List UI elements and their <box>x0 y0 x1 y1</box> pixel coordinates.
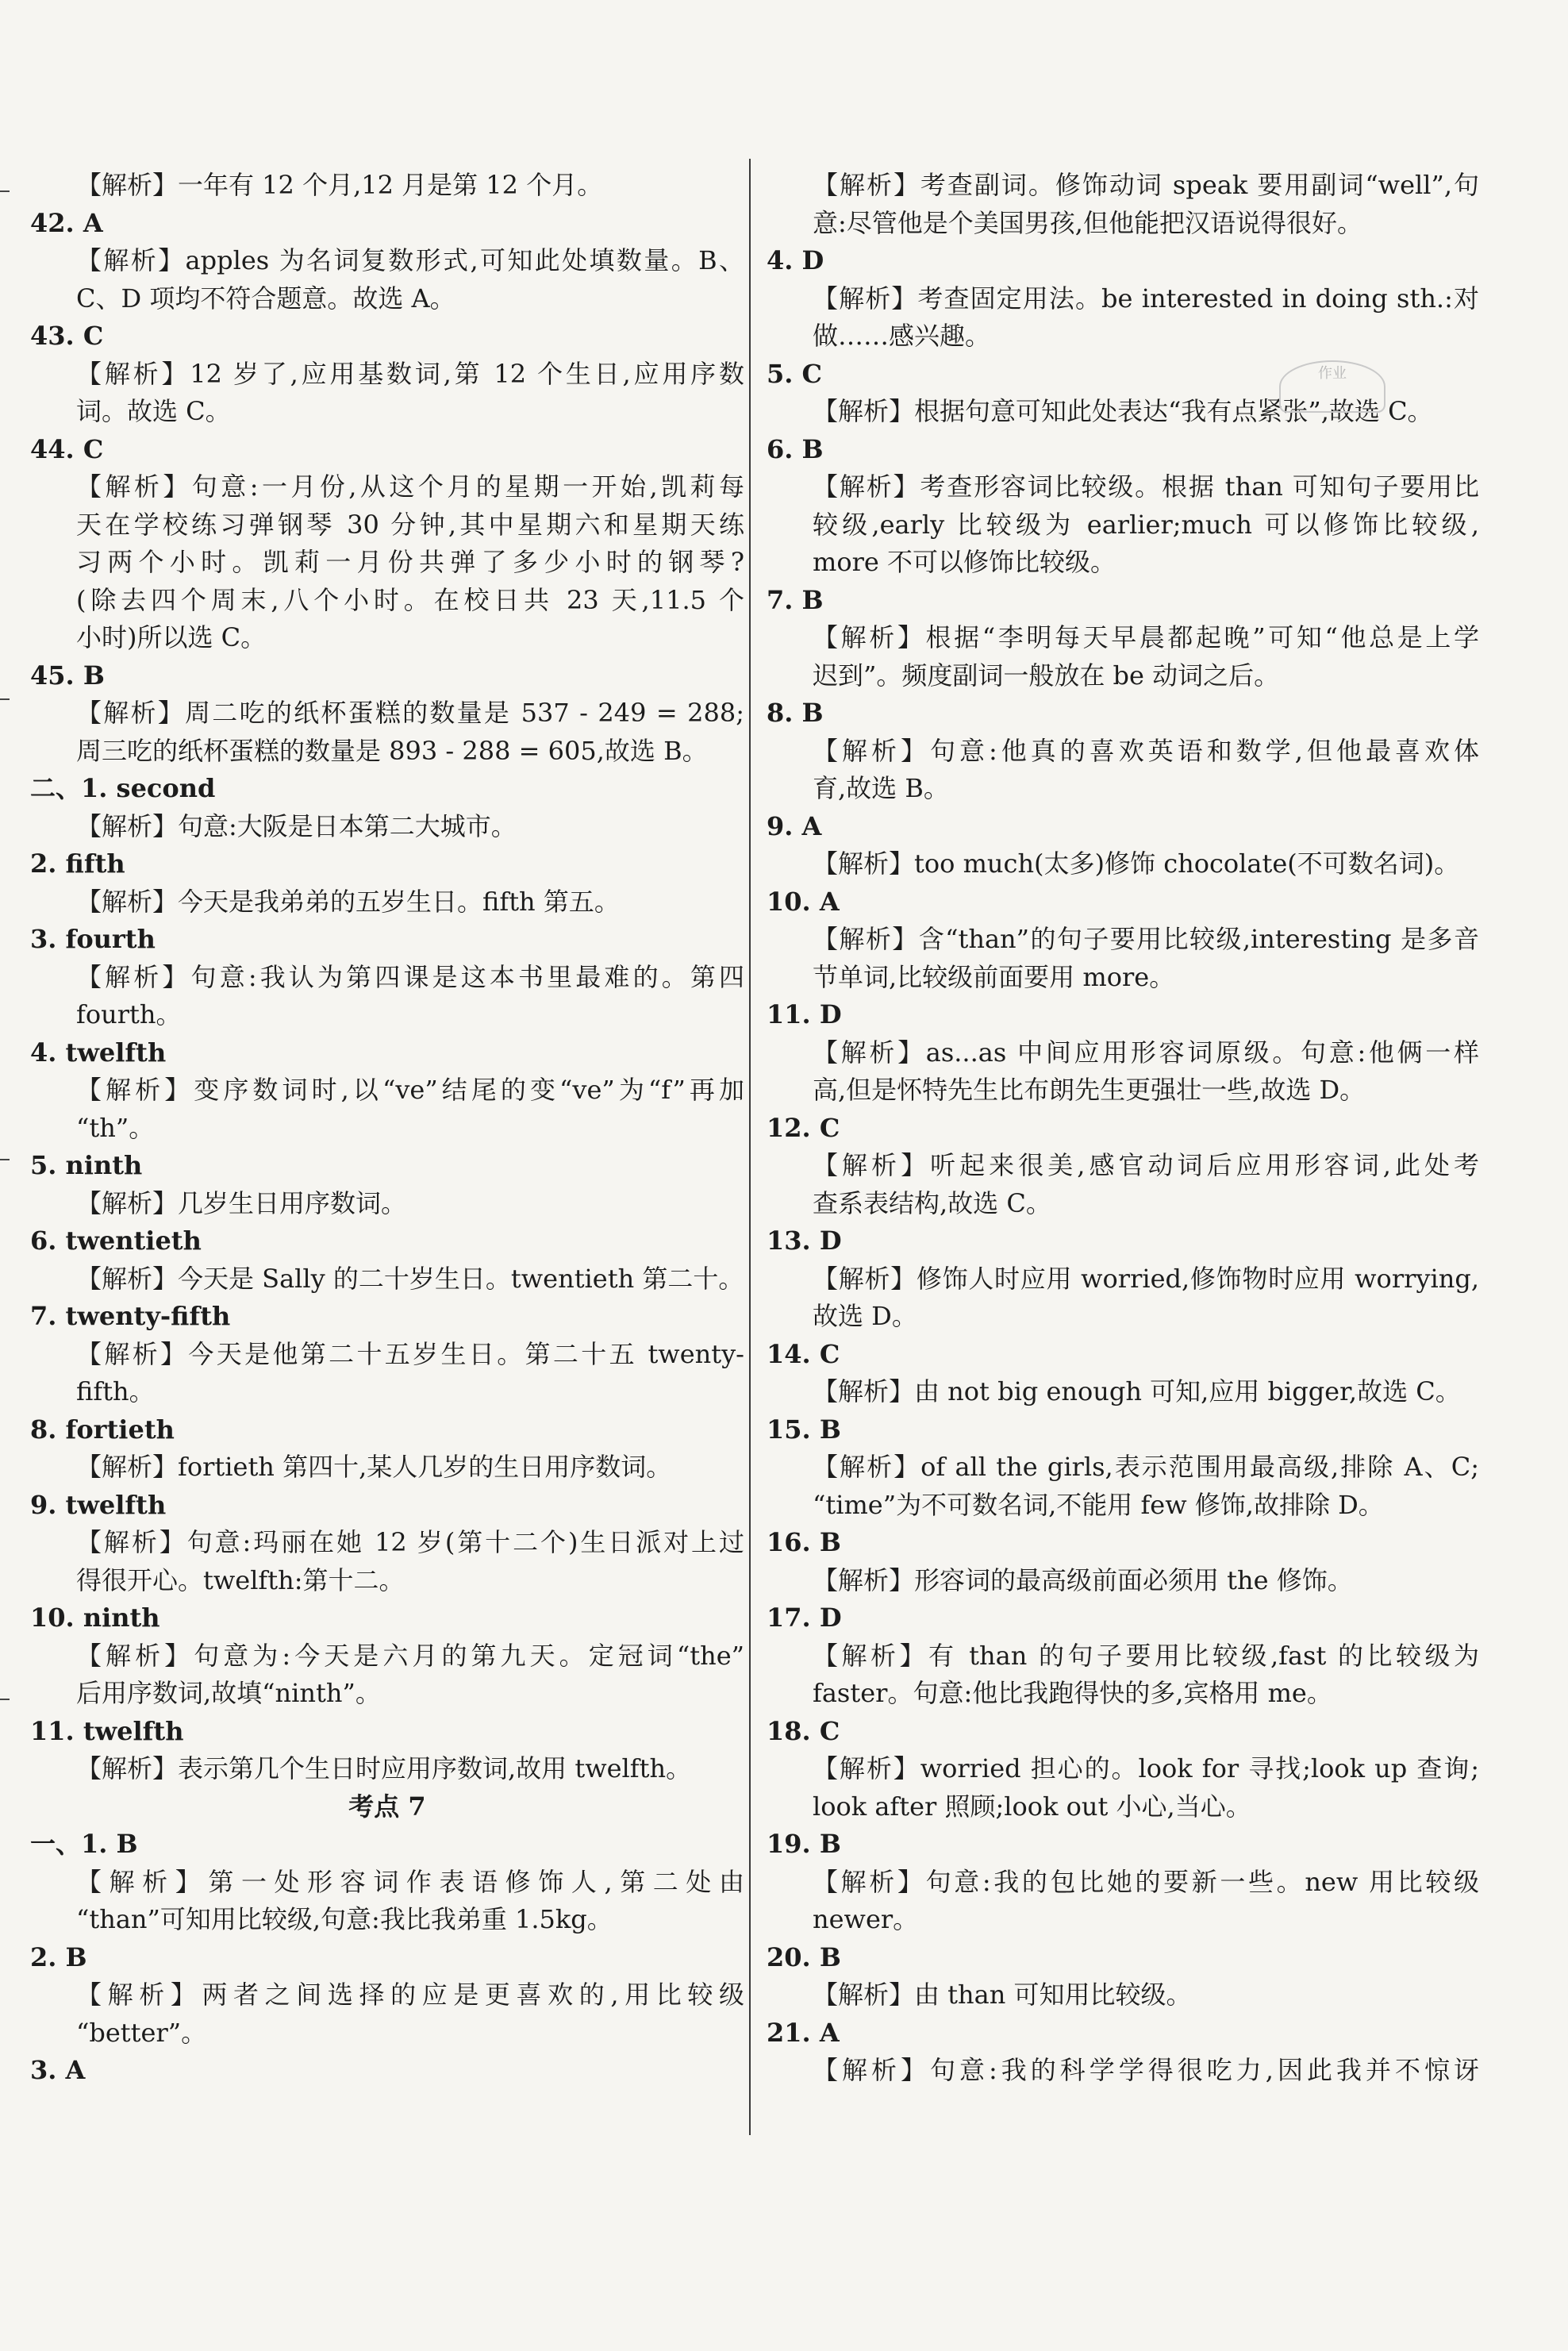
answer-number: 17. D <box>767 1603 842 1633</box>
explanation-line: C、D 项均不符合题意。故选 A。 <box>76 283 455 314</box>
explanation-line: 【解析】句意:他真的喜欢英语和数学,但他最喜欢体 <box>813 735 1479 766</box>
explanation-line: 【解析】今天是他第二十五岁生日。第二十五 twenty- <box>76 1338 744 1369</box>
explanation-line: 【解析】第一处形容词作表语修饰人,第二处由 <box>76 1866 744 1897</box>
explanation-line: look after 照顾;look out 小心,当心。 <box>813 1791 1251 1822</box>
explanation-line: 【解析】今天是我弟弟的五岁生日。fifth 第五。 <box>76 886 620 917</box>
explanation-line: 故选 D。 <box>813 1301 917 1331</box>
answer-number: 8. B <box>767 698 824 728</box>
explanation-line: 【解析】句意:我认为第四课是这本书里最难的。第四 <box>76 961 744 992</box>
explanation-line: “better”。 <box>76 2017 207 2048</box>
explanation-line: 【解析】句意为:今天是六月的第九天。定冠词“the” <box>76 1640 744 1671</box>
explanation-line: 【解析】由 than 可知用比较级。 <box>813 1980 1192 2010</box>
explanation-line: newer。 <box>813 1904 919 1934</box>
answer-number: 42. A <box>30 207 103 238</box>
explanation-line: 【解析】of all the girls,表示范围用最高级,排除 A、C; <box>813 1452 1479 1482</box>
explanation-line: 【解析】今天是 Sally 的二十岁生日。twentieth 第二十。 <box>76 1263 744 1294</box>
answer-number: 12. C <box>767 1112 840 1143</box>
answer-number: 9. A <box>767 810 822 841</box>
edge-mark <box>0 190 10 192</box>
explanation-line: 【解析】句意:我的包比她的要新一些。new 用比较级 <box>813 1866 1479 1897</box>
explanation-line: 【解析】too much(太多)修饰 chocolate(不可数名词)。 <box>813 848 1460 879</box>
answer-number: 8. fortieth <box>30 1414 175 1445</box>
explanation-line: 【解析】根据“李明每天早晨都起晚”可知“他总是上学 <box>813 622 1479 652</box>
answer-number: 43. C <box>30 321 104 351</box>
answer-number: 9. twelfth <box>30 1489 167 1520</box>
explanation-line: 做……感兴趣。 <box>813 321 991 351</box>
edge-mark <box>0 1699 10 1700</box>
answer-number: 44. C <box>30 433 104 464</box>
explanation-line: 【解析】周二吃的纸杯蛋糕的数量是 537 - 249 = 288; <box>76 698 744 728</box>
answer-number: 45. B <box>30 660 105 691</box>
answer-number: 5. ninth <box>30 1150 143 1180</box>
explanation-line: fifth。 <box>76 1376 155 1406</box>
section-start: 二、1. second <box>30 773 216 803</box>
answer-number: 10. ninth <box>30 1603 160 1633</box>
section-heading: 考点 7 <box>348 1791 426 1822</box>
answer-number: 6. twentieth <box>30 1226 202 1256</box>
explanation-line: 较级,early 比较级为 earlier;much 可以修饰比较级, <box>813 509 1479 540</box>
homework-stamp: 作业 <box>1279 360 1385 413</box>
explanation-line: “time”为不可数名词,不能用 few 修饰,故排除 D。 <box>813 1489 1384 1520</box>
explanation-line: 【解析】有 than 的句子要用比较级,fast 的比较级为 <box>813 1640 1479 1671</box>
explanation-line: 【解析】句意:我的科学学得很吃力,因此我并不惊讶 <box>813 2055 1479 2085</box>
answer-number: 6. B <box>767 433 824 464</box>
explanation-line: 【解析】根据句意可知此处表达“我有点紧张”,故选 C。 <box>813 396 1433 426</box>
explanation-line: 【解析】表示第几个生日时应用序数词,故用 twelfth。 <box>76 1753 692 1783</box>
explanation-line: 【解析】修饰人时应用 worried,修饰物时应用 worrying, <box>813 1263 1479 1294</box>
explanation-line: 【解析】含“than”的句子要用比较级,interesting 是多音 <box>813 924 1479 954</box>
explanation-line: “th”。 <box>76 1112 155 1143</box>
answer-number: 2. fifth <box>30 848 125 879</box>
explanation-line: 后用序数词,故填“ninth”。 <box>76 1678 381 1708</box>
explanation-line: 【解析】句意:玛丽在她 12 岁(第十二个)生日派对上过 <box>76 1527 744 1557</box>
answer-number: 21. A <box>767 2017 840 2048</box>
answer-number: 15. B <box>767 1414 841 1445</box>
answer-number: 7. B <box>767 584 824 615</box>
answer-number: 11. D <box>767 999 842 1029</box>
explanation-line: 天在学校练习弹钢琴 30 分钟,其中星期六和星期天练 <box>76 509 744 540</box>
answer-number: 10. A <box>767 886 840 917</box>
left-column <box>30 167 744 2090</box>
explanation-line: 【解析】几岁生日用序数词。 <box>76 1187 407 1218</box>
answer-number: 3. A <box>30 2055 86 2085</box>
answer-number: 5. C <box>767 358 823 389</box>
answer-number: 13. D <box>767 1226 842 1256</box>
explanation-line: 【解析】考查副词。修饰动词 speak 要用副词“well”,句 <box>813 170 1479 200</box>
explanation-line: faster。句意:他比我跑得快的多,宾格用 me。 <box>813 1678 1332 1708</box>
explanation-line: 【解析】as...as 中间应用形容词原级。句意:他俩一样 <box>813 1037 1479 1068</box>
explanation-line: fourth。 <box>76 999 182 1029</box>
answer-number: 20. B <box>767 1941 841 1972</box>
answer-number: 18. C <box>767 1715 840 1746</box>
explanation-line: 【解析】worried 担心的。look for 寻找;look up 查询; <box>813 1753 1479 1783</box>
explanation-line: 节单词,比较级前面要用 more。 <box>813 961 1175 992</box>
explanation-line: 【解析】一年有 12 个月,12 月是第 12 个月。 <box>76 170 603 200</box>
explanation-line: 得很开心。twelfth:第十二。 <box>76 1564 405 1595</box>
explanation-line: 【解析】句意:大阪是日本第二大城市。 <box>76 810 517 841</box>
answer-number: 2. B <box>30 1941 87 1972</box>
explanation-line: “than”可知用比较级,句意:我比我弟重 1.5kg。 <box>76 1904 613 1934</box>
explanation-line: 高,但是怀特先生比布朗先生更强壮一些,故选 D。 <box>813 1075 1366 1105</box>
column-divider <box>749 159 751 2135</box>
explanation-line: 【解析】句意:一月份,从这个月的星期一开始,凯莉每 <box>76 471 744 502</box>
explanation-line: 【解析】形容词的最高级前面必须用 the 修饰。 <box>813 1564 1353 1595</box>
explanation-line: 周三吃的纸杯蛋糕的数量是 893 - 288 = 605,故选 B。 <box>76 735 708 766</box>
answer-number: 7. twenty-fifth <box>30 1301 231 1331</box>
explanation-line: 【解析】apples 为名词复数形式,可知此处填数量。B、 <box>76 245 744 275</box>
explanation-line: 【解析】听起来很美,感官动词后应用形容词,此处考 <box>813 1150 1479 1180</box>
explanation-line: 词。故选 C。 <box>76 396 231 426</box>
explanation-line: 育,故选 B。 <box>813 773 949 803</box>
answer-number: 16. B <box>767 1527 841 1557</box>
section-start: 一、1. B <box>30 1829 138 1859</box>
answer-number: 3. fourth <box>30 924 156 954</box>
right-column <box>767 167 1479 2090</box>
explanation-line: 查系表结构,故选 C。 <box>813 1187 1051 1218</box>
explanation-line: 【解析】fortieth 第四十,某人几岁的生日用序数词。 <box>76 1452 672 1482</box>
explanation-line: (除去四个周末,八个小时。在校日共 23 天,11.5 个 <box>76 584 744 615</box>
answer-number: 4. twelfth <box>30 1037 167 1068</box>
explanation-line: 迟到”。频度副词一般放在 be 动词之后。 <box>813 660 1280 691</box>
answer-number: 4. D <box>767 245 824 275</box>
answer-number: 19. B <box>767 1829 841 1859</box>
explanation-line: 小时)所以选 C。 <box>76 622 267 652</box>
explanation-line: 习两个小时。凯莉一月份共弹了多少小时的钢琴? <box>76 547 744 577</box>
explanation-line: 【解析】由 not big enough 可知,应用 bigger,故选 C。 <box>813 1376 1461 1406</box>
explanation-line: 【解析】两者之间选择的应是更喜欢的,用比较级 <box>76 1980 744 2010</box>
edge-mark <box>0 1159 10 1160</box>
explanation-line: more 不可以修饰比较级。 <box>813 547 1116 577</box>
explanation-line: 意:尽管他是个美国男孩,但他能把汉语说得很好。 <box>813 207 1362 238</box>
answer-number: 14. C <box>767 1338 840 1369</box>
explanation-line: 【解析】考查固定用法。be interested in doing sth.:对 <box>813 283 1479 314</box>
answer-number: 11. twelfth <box>30 1715 184 1746</box>
explanation-line: 【解析】12 岁了,应用基数词,第 12 个生日,应用序数 <box>76 358 744 389</box>
edge-mark <box>0 698 10 700</box>
explanation-line: 【解析】考查形容词比较级。根据 than 可知句子要用比 <box>813 471 1479 502</box>
explanation-line: 【解析】变序数词时,以“ve”结尾的变“ve”为“f”再加 <box>76 1075 744 1105</box>
